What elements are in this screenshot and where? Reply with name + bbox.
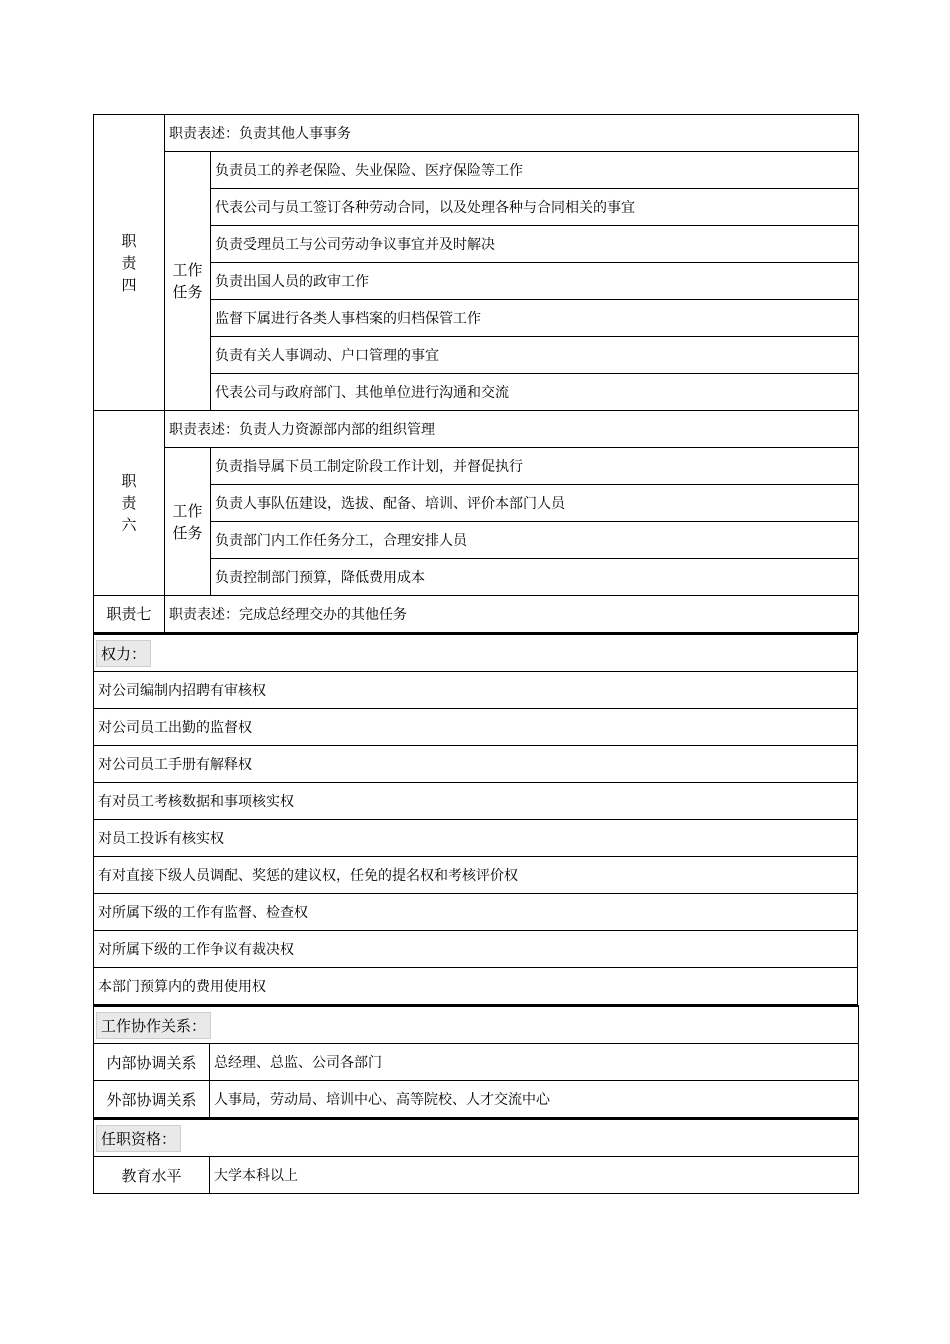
duty6-description: 职责表述：负责人力资源部内部的组织管理 xyxy=(165,411,859,448)
education-value: 大学本科以上 xyxy=(210,1157,859,1194)
authority-title: 权力： xyxy=(96,640,151,667)
qualification-section-header xyxy=(94,1119,859,1157)
duty4-task: 负责出国人员的政审工作 xyxy=(211,263,859,300)
duty4-task: 代表公司与政府部门、其他单位进行沟通和交流 xyxy=(211,374,859,411)
duty7-label: 职责七 xyxy=(94,596,165,633)
authority-section-header xyxy=(94,634,858,672)
duty6-task: 负责控制部门预算，降低费用成本 xyxy=(211,559,859,596)
duty6-label: 职 责 六 xyxy=(94,411,165,596)
duty4-task: 负责受理员工与公司劳动争议事宜并及时解决 xyxy=(211,226,859,263)
authority-item: 对公司编制内招聘有审核权 xyxy=(94,672,858,709)
job-description-document xyxy=(93,114,858,1194)
authority-item: 对公司员工手册有解释权 xyxy=(94,746,858,783)
external-relation-label: 外部协调关系 xyxy=(94,1081,210,1118)
duty6-task-label: 工作 任务 xyxy=(165,448,211,596)
duty6-task: 负责部门内工作任务分工，合理安排人员 xyxy=(211,522,859,559)
duty6-task: 负责指导属下员工制定阶段工作计划，并督促执行 xyxy=(211,448,859,485)
duty4-task: 代表公司与员工签订各种劳动合同，以及处理各种与合同相关的事宜 xyxy=(211,189,859,226)
duty4-label: 职 责 四 xyxy=(94,115,165,411)
duty6-task: 负责人事队伍建设，选拔、配备、培训、评价本部门人员 xyxy=(211,485,859,522)
authority-item: 本部门预算内的费用使用权 xyxy=(94,968,858,1005)
authority-table xyxy=(93,633,858,1005)
duty4-description: 职责表述：负责其他人事事务 xyxy=(165,115,859,152)
authority-item: 对所属下级的工作有监督、检查权 xyxy=(94,894,858,931)
internal-relation-label: 内部协调关系 xyxy=(94,1044,210,1081)
authority-item: 有对员工考核数据和事项核实权 xyxy=(94,783,858,820)
internal-relation-value: 总经理、总监、公司各部门 xyxy=(210,1044,859,1081)
education-label: 教育水平 xyxy=(94,1157,210,1194)
duty4-task: 负责有关人事调动、户口管理的事宜 xyxy=(211,337,859,374)
duty4-task: 监督下属进行各类人事档案的归档保管工作 xyxy=(211,300,859,337)
qualification-title: 任职资格： xyxy=(96,1125,181,1152)
authority-item: 有对直接下级人员调配、奖惩的建议权，任免的提名权和考核评价权 xyxy=(94,857,858,894)
authority-item: 对所属下级的工作争议有裁决权 xyxy=(94,931,858,968)
authority-item: 对公司员工出勤的监督权 xyxy=(94,709,858,746)
authority-item: 对员工投诉有核实权 xyxy=(94,820,858,857)
external-relation-value: 人事局，劳动局、培训中心、高等院校、人才交流中心 xyxy=(210,1081,859,1118)
duties-table xyxy=(93,114,859,633)
cooperation-table xyxy=(93,1005,859,1118)
qualification-table xyxy=(93,1118,859,1194)
cooperation-title: 工作协作关系： xyxy=(96,1012,211,1039)
duty4-task-label: 工作 任务 xyxy=(165,152,211,411)
duty7-description: 职责表述：完成总经理交办的其他任务 xyxy=(165,596,859,633)
duty4-task: 负责员工的养老保险、失业保险、医疗保险等工作 xyxy=(211,152,859,189)
cooperation-section-header xyxy=(94,1006,859,1044)
